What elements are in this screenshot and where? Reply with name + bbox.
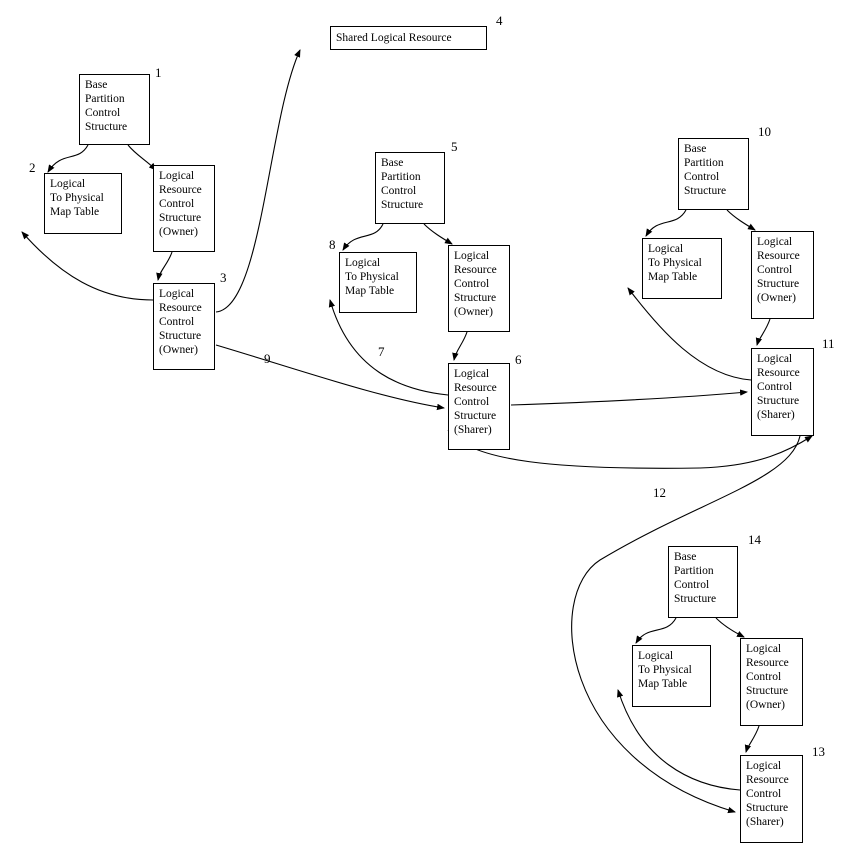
node-box <box>678 138 749 210</box>
edge-e-lrcs7o-to-lrcs7s <box>746 726 759 752</box>
node-box <box>339 252 417 313</box>
node-text-line: Structure <box>757 278 800 290</box>
node-text-line: Map Table <box>345 285 395 297</box>
node-text-line: (Owner) <box>159 344 198 356</box>
node-text-line: Resource <box>757 367 800 379</box>
node-text-line: Logical <box>757 353 793 365</box>
node-box <box>448 245 510 332</box>
node-text-line: Structure <box>746 685 789 697</box>
node-box <box>153 165 215 252</box>
node-text-line: (Sharer) <box>454 424 492 436</box>
node-box <box>44 173 122 234</box>
callout-number: 6 <box>515 352 522 367</box>
node-box <box>751 348 814 436</box>
node-text-line: Shared Logical Resource <box>336 32 452 44</box>
node-text-line: Partition <box>684 157 724 169</box>
node-box <box>751 231 814 319</box>
node-text-line: Control <box>757 381 793 393</box>
edge-e-bpcs3-to-lrcs5 <box>727 210 755 230</box>
node-text-line: Logical <box>746 760 782 772</box>
node-text-line: Logical <box>345 257 381 269</box>
callout-number: 11 <box>822 336 835 351</box>
node-text-line: (Owner) <box>757 292 796 304</box>
node-box <box>448 363 510 450</box>
node-box <box>153 283 215 370</box>
edge-e-lrcs1-to-lrcs2 <box>158 252 172 280</box>
node-text-line: To Physical <box>345 271 399 283</box>
node-text-line: Partition <box>381 171 421 183</box>
edge-e-bpcs1-to-lrcs1 <box>128 145 156 170</box>
callout-number: 14 <box>748 532 761 547</box>
edge-e-map3-in <box>628 288 751 380</box>
node-text-line: Base <box>684 143 707 155</box>
node-box <box>375 152 445 224</box>
node-text-line: Structure <box>159 212 202 224</box>
node-text-line: Partition <box>674 565 714 577</box>
node-text-line: Control <box>674 579 710 591</box>
node-text-line: Logical <box>159 170 195 182</box>
callout-number: 3 <box>220 270 227 285</box>
edge-e-map2-in <box>330 300 448 395</box>
edge-e-bpcs4-to-lrcs7o <box>716 618 744 637</box>
node-text-line: Resource <box>757 250 800 262</box>
node-text-line: Structure <box>684 185 727 197</box>
node-text-line: Logical <box>454 368 490 380</box>
node-text-line: Base <box>85 79 108 91</box>
node-text-line: Resource <box>746 657 789 669</box>
node-text-line: Control <box>159 316 195 328</box>
node-text-line: Base <box>381 157 404 169</box>
callout-number: 2 <box>29 160 36 175</box>
edge-e-lrcs5-to-lrcs6 <box>757 319 770 345</box>
node-text-line: Resource <box>159 302 202 314</box>
node-text-line: Control <box>746 788 782 800</box>
node-text-line: Control <box>454 278 490 290</box>
node-box <box>668 546 738 618</box>
node-text-line: Logical <box>746 643 782 655</box>
callout-number: 4 <box>496 13 503 28</box>
node-text-line: Structure <box>454 410 497 422</box>
node-text-line: Logical <box>159 288 195 300</box>
node-text-line: Base <box>674 551 697 563</box>
node-text-line: (Sharer) <box>746 816 784 828</box>
edge-e-lrcs4-to-lrcs6 <box>511 392 747 405</box>
node-box <box>330 26 487 50</box>
node-text-line: Map Table <box>648 271 698 283</box>
node-text-line: Logical <box>648 243 684 255</box>
edge-e-bpcs1-to-map <box>48 145 88 172</box>
node-box <box>740 755 803 843</box>
node-text-line: Resource <box>746 774 789 786</box>
callout-number: 5 <box>451 139 458 154</box>
node-text-line: Structure <box>674 593 717 605</box>
node-text-line: Structure <box>85 121 128 133</box>
node-text-line: Logical <box>757 236 793 248</box>
callout-number: 12 <box>653 485 666 500</box>
edge-e-bpcs4-to-map4 <box>636 618 676 643</box>
node-text-line: Control <box>159 198 195 210</box>
callout-number: 9 <box>264 351 271 366</box>
edge-e-bpcs2-to-lrcs3 <box>424 224 452 244</box>
node-text-line: (Owner) <box>454 306 493 318</box>
node-text-line: Map Table <box>50 206 100 218</box>
node-text-line: (Owner) <box>746 699 785 711</box>
node-text-line: Structure <box>746 802 789 814</box>
edge-e-map1-in <box>22 232 153 300</box>
node-text-line: Structure <box>381 199 424 211</box>
node-text-line: To Physical <box>648 257 702 269</box>
callout-number: 10 <box>758 124 771 139</box>
node-text-line: Control <box>746 671 782 683</box>
edge-e-lrcs2-to-lrcs4 <box>216 345 444 408</box>
node-text-line: Partition <box>85 93 125 105</box>
edge-e-lrcs3-to-lrcs4 <box>454 332 467 360</box>
node-text-line: Structure <box>454 292 497 304</box>
node-text-line: To Physical <box>50 192 104 204</box>
node-text-line: Control <box>757 264 793 276</box>
node-text-line: Logical <box>638 650 674 662</box>
node-text-line: (Sharer) <box>757 409 795 421</box>
edge-e-lrcs2-to-shared <box>216 50 300 312</box>
node-text-line: Resource <box>454 382 497 394</box>
node-text-line: Control <box>85 107 121 119</box>
node-text-line: Resource <box>454 264 497 276</box>
callout-number: 7 <box>378 344 385 359</box>
node-box <box>740 638 803 726</box>
edge-e-bpcs2-to-map2 <box>343 224 383 250</box>
callout-number: 1 <box>155 65 162 80</box>
callout-number: 8 <box>329 237 336 252</box>
node-text-line: Resource <box>159 184 202 196</box>
callout-number: 13 <box>812 744 825 759</box>
node-text-line: Structure <box>159 330 202 342</box>
edge-e-bpcs3-to-map3 <box>646 210 686 236</box>
node-text-line: Control <box>454 396 490 408</box>
node-text-line: Logical <box>50 178 86 190</box>
node-text-line: Structure <box>757 395 800 407</box>
node-text-line: (Owner) <box>159 226 198 238</box>
node-text-line: Map Table <box>638 678 688 690</box>
node-text-line: Control <box>381 185 417 197</box>
node-text-line: To Physical <box>638 664 692 676</box>
node-box <box>642 238 722 299</box>
node-text-line: Control <box>684 171 720 183</box>
node-text-line: Logical <box>454 250 490 262</box>
node-box <box>79 74 150 145</box>
node-box <box>632 645 711 707</box>
